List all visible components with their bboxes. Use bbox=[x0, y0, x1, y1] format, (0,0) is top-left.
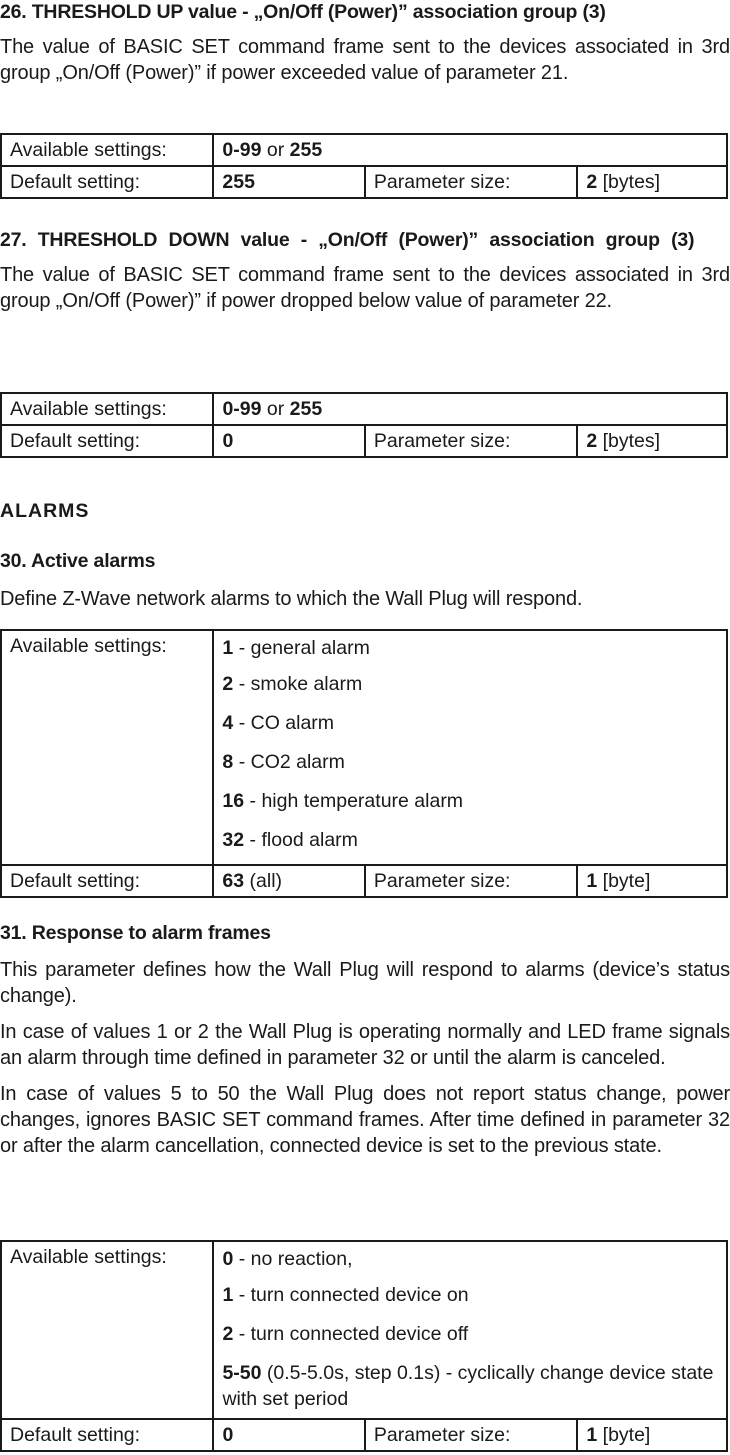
default-setting-label: Default setting: bbox=[1, 166, 213, 198]
param-26-section bbox=[0, 0, 730, 86]
parameter-size-value bbox=[577, 865, 727, 897]
default-setting-label: Default setting: bbox=[1, 1419, 213, 1451]
range-value: 0-99 bbox=[222, 139, 262, 161]
parameter-size-label: Parameter size: bbox=[365, 425, 578, 457]
option-item: 1 - turn connected device on bbox=[222, 1284, 469, 1306]
table-row bbox=[1, 166, 727, 198]
size-value: 1 bbox=[586, 870, 598, 892]
param-30-table bbox=[0, 629, 728, 898]
param-31-table bbox=[0, 1240, 728, 1452]
param-26-table bbox=[0, 133, 728, 199]
size-value: 2 bbox=[586, 171, 598, 193]
default-setting-value bbox=[213, 425, 364, 457]
option-item: 16 - high temperature alarm bbox=[222, 790, 464, 812]
parameter-size-label: Parameter size: bbox=[365, 1419, 578, 1451]
default-note: (all) bbox=[249, 870, 283, 892]
or-text: or bbox=[266, 398, 285, 420]
param-30-description: Define Z-Wave network alarms to which the Wall Plug will respond. bbox=[0, 588, 583, 610]
size-unit: [byte] bbox=[602, 870, 651, 892]
available-settings-options bbox=[213, 630, 727, 865]
default-setting-label: Default setting: bbox=[1, 425, 213, 457]
alt-value: 255 bbox=[289, 398, 323, 420]
option-item: 2 - turn connected device off bbox=[222, 1323, 469, 1345]
table-row bbox=[1, 393, 727, 425]
option-item: 5-50 (0.5-5.0s, step 0.1s) - cyclically change device state with set period bbox=[222, 1362, 714, 1410]
default-setting-value bbox=[213, 865, 364, 897]
table-row bbox=[1, 425, 727, 457]
param-31-section bbox=[0, 921, 730, 1159]
available-settings-label: Available settings: bbox=[1, 1241, 213, 1419]
option-item: 1 - general alarm bbox=[222, 637, 370, 659]
param-27-table bbox=[0, 392, 728, 458]
available-settings-value bbox=[213, 134, 727, 166]
param-31-description-3: In case of values 5 to 50 the Wall Plug does not report status change, power changes, ignores BASIC SET command frames. After time defined in parameter 32 or after the alarm cancellation, connected device is set to the previous state. bbox=[0, 1083, 730, 1157]
param-30-section bbox=[0, 549, 730, 612]
param-27-title: 27. THRESHOLD DOWN value - „On/Off (Power)” association group (3) bbox=[0, 229, 695, 251]
or-text: or bbox=[266, 139, 285, 161]
default-value: 0 bbox=[222, 430, 234, 452]
table-row bbox=[1, 630, 727, 865]
param-26-title: 26. THRESHOLD UP value - „On/Off (Power)” association group (3) bbox=[0, 1, 606, 23]
section-heading: ALARMS bbox=[0, 500, 90, 522]
default-value: 63 bbox=[222, 870, 245, 892]
parameter-size-value bbox=[577, 425, 727, 457]
default-setting-value bbox=[213, 166, 364, 198]
available-settings-options bbox=[213, 1241, 727, 1419]
param-31-description-2: In case of values 1 or 2 the Wall Plug is operating normally and LED frame signals an alarm through time defined in parameter 32 or until the alarm is canceled. bbox=[0, 1021, 730, 1069]
option-item: 2 - smoke alarm bbox=[222, 673, 363, 695]
table-row bbox=[1, 1241, 727, 1419]
param-26-description: The value of BASIC SET command frame sent to the devices associated in 3rd group „On/Off (Power)” if power exceeded value of parameter 21. bbox=[0, 36, 730, 84]
available-settings-label: Available settings: bbox=[1, 393, 213, 425]
option-item: 0 - no reaction, bbox=[222, 1248, 353, 1270]
range-value: 0-99 bbox=[222, 398, 262, 420]
parameter-size-value bbox=[577, 1419, 727, 1451]
alt-value: 255 bbox=[289, 139, 323, 161]
default-value: 255 bbox=[222, 171, 255, 193]
table-row bbox=[1, 1419, 727, 1451]
available-settings-label: Available settings: bbox=[1, 630, 213, 865]
param-27-section bbox=[0, 228, 730, 314]
param-31-description-1: This parameter defines how the Wall Plug will respond to alarms (device’s status change). bbox=[0, 959, 730, 1007]
option-item: 32 - flood alarm bbox=[222, 829, 358, 851]
param-30-title: 30. Active alarms bbox=[0, 550, 156, 572]
parameter-size-value bbox=[577, 166, 727, 198]
available-settings-value bbox=[213, 393, 727, 425]
default-setting-label: Default setting: bbox=[1, 865, 213, 897]
table-row bbox=[1, 865, 727, 897]
available-settings-label: Available settings: bbox=[1, 134, 213, 166]
size-unit: [bytes] bbox=[602, 171, 661, 193]
option-item: 4 - CO alarm bbox=[222, 712, 335, 734]
parameter-size-label: Parameter size: bbox=[365, 166, 577, 198]
size-unit: [bytes] bbox=[602, 430, 661, 452]
size-value: 1 bbox=[586, 1424, 598, 1446]
table-row bbox=[1, 134, 727, 166]
default-value: 0 bbox=[222, 1424, 234, 1446]
alarms-section-heading bbox=[0, 499, 730, 523]
parameter-size-label: Parameter size: bbox=[365, 865, 577, 897]
param-27-description: The value of BASIC SET command frame sent to the devices associated in 3rd group „On/Off (Power)” if power dropped below value of parameter 22. bbox=[0, 264, 730, 312]
size-unit: [byte] bbox=[602, 1424, 651, 1446]
default-setting-value bbox=[213, 1419, 364, 1451]
size-value: 2 bbox=[586, 430, 598, 452]
option-item: 8 - CO2 alarm bbox=[222, 751, 345, 773]
param-31-title: 31. Response to alarm frames bbox=[0, 922, 271, 944]
